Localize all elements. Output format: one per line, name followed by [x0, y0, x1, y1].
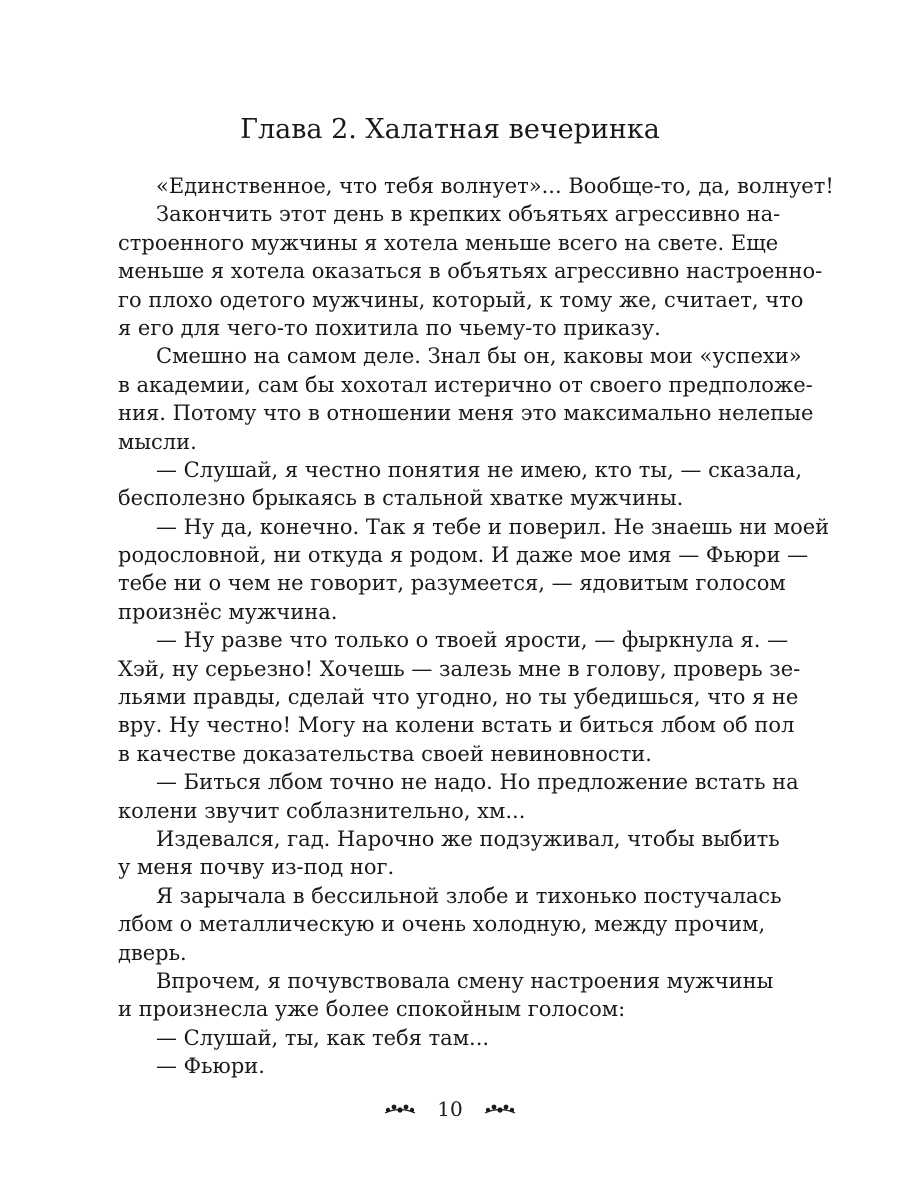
text-line: в качестве доказательства своей невиновности. — [118, 741, 652, 766]
text-line: Впрочем, я почувствовала смену настроения мужчины — [156, 968, 774, 993]
text-line: Закончить этот день в крепких объятьях агрессивно на- — [156, 202, 781, 227]
text-line: тебе ни о чем не говорит, разумеется, — ядовитым голосом — [118, 571, 786, 596]
text-line: Я зарычала в бессильной злобе и тихонько постучалась — [156, 883, 782, 908]
paragraph — [118, 768, 799, 825]
text-line: — Ну да, конечно. Так я тебе и поверил. Не знаешь ни моей — [156, 514, 830, 539]
text-line: ния. Потому что в отношении меня это максимально нелепые — [118, 401, 814, 426]
body-text — [118, 172, 834, 1081]
page-footer — [0, 1093, 900, 1123]
text-line: льями правды, сделай что угодно, но ты убедишься, что я не — [118, 685, 799, 710]
text-line: у меня почву из-под ног. — [118, 855, 395, 880]
paragraph — [118, 825, 780, 882]
text-line: лбом о металлическую и очень холодную, между прочим, — [118, 912, 766, 937]
text-line: вру. Ну честно! Могу на колени встать и биться лбом об пол — [118, 713, 795, 738]
text-line: го плохо одетого мужчины, который, к тому же, считает, что — [118, 287, 804, 312]
paragraph — [118, 342, 814, 456]
paragraph — [118, 513, 830, 627]
text-line: меньше я хотела оказаться в объятьях агрессивно настроенно- — [118, 259, 823, 284]
floral-ornament-icon — [383, 1102, 417, 1116]
paragraph — [118, 456, 803, 513]
paragraph — [118, 172, 834, 200]
page-number: 10 — [437, 1096, 463, 1121]
text-line: бесполезно брыкаясь в стальной хватке мужчины. — [118, 486, 684, 511]
text-line: — Слушай, я честно понятия не имею, кто ты, — сказала, — [156, 457, 803, 482]
text-line: в академии, сам бы хохотал истерично от своего предположе- — [118, 372, 813, 397]
paragraph — [118, 882, 782, 967]
chapter-title: Глава 2. Халатная вечеринка — [240, 114, 660, 145]
text-line: произнёс мужчина. — [118, 599, 338, 624]
text-line: родословной, ни откуда я родом. И даже мое имя — Фьюри — — [118, 543, 809, 568]
text-line: — Биться лбом точно не надо. Но предложение встать на — [156, 770, 799, 795]
text-line: «Единственное, что тебя волнует»... Вообще-то, да, волнует! — [156, 174, 834, 198]
floral-ornament-icon — [483, 1102, 517, 1116]
paragraph — [118, 1024, 748, 1052]
paragraph — [118, 200, 823, 342]
text-line: Издевался, гад. Нарочно же подзуживал, чтобы выбить — [156, 826, 780, 851]
text-line: Смешно на самом деле. Знал бы он, каковы мои «успехи» — [156, 344, 802, 369]
text-line: Хэй, ну серьезно! Хочешь — залезь мне в голову, проверь зе- — [118, 656, 801, 681]
text-line: мысли. — [118, 429, 197, 454]
text-line: — Фьюри. — [156, 1054, 265, 1079]
text-line: — Ну разве что только о твоей ярости, — фыркнула я. — — [156, 628, 789, 653]
text-line: — Слушай, ты, как тебя там... — [156, 1025, 490, 1050]
paragraph — [118, 1052, 748, 1080]
text-line: я его для чего-то похитила по чьему-то приказу. — [118, 315, 661, 340]
text-line: колени звучит соблазнительно, хм... — [118, 798, 526, 823]
text-line: и произнесла уже более спокойным голосом: — [118, 997, 626, 1022]
paragraph — [118, 967, 774, 1024]
paragraph — [118, 626, 801, 768]
text-line: дверь. — [118, 940, 187, 965]
text-line: строенного мужчины я хотела меньше всего на свете. Еще — [118, 230, 779, 255]
